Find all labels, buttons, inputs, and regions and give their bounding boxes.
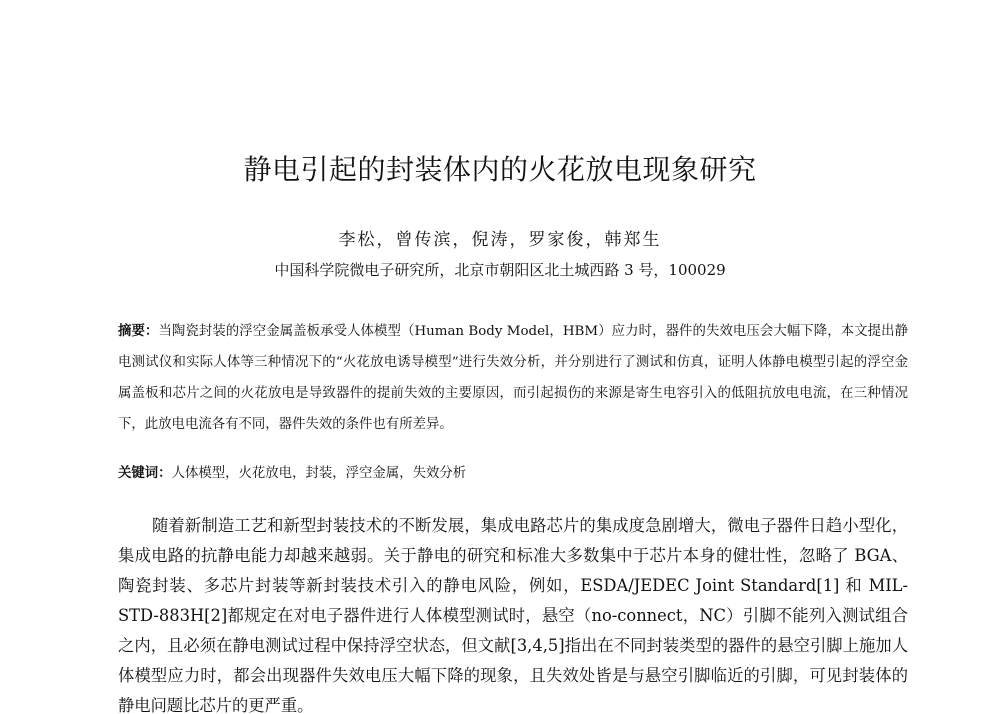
affiliation: 中国科学院微电子研究所，北京市朝阳区北土城西路 3 号，100029	[274, 261, 726, 279]
author-list: 李松，曾传滨，倪涛，罗家俊，韩郑生	[338, 230, 662, 250]
keywords-text: 人体模型，火花放电，封装，浮空金属，失效分析	[171, 466, 467, 481]
abstract-section	[118, 316, 908, 440]
keywords-label: 关键词：	[118, 466, 172, 481]
keywords-section	[118, 460, 908, 488]
abstract-text: 当陶瓷封装的浮空金属盖板承受人体模型（Human Body Model，HBM）应力时，器件的失效电压会大幅下降，本文提出静电测试仪和实际人体等三种情况下的“火花放电诱导模型”进行失效分析，并分别进行了测试和仿真，证明人体静电模型引起的浮空金属盖板和芯片之间的火花放电是导致器件的提前失效的主要原因，而引起损伤的来源是寄生电容引入的低阻抗放电电流，在三种情况下，此放电电流各有不同，器件失效的条件也有所差异。	[118, 324, 909, 432]
abstract-label: 摘要：	[118, 324, 159, 339]
paper-title: 静电引起的封装体内的火花放电现象研究	[243, 153, 757, 186]
body-paragraph: 随着新制造工艺和新型封装技术的不断发展，集成电路芯片的集成度急剧增大，微电子器件日趋小型化，集成电路的抗静电能力却越来越弱。关于静电的研究和标准大多数集中于芯片本身的健壮性，忽略了 BGA、陶瓷封装、多芯片封装等新封装技术引入的静电风险，例如，ESDA/JEDEC Joint Standard[1] 和 MIL-STD-883H[2]都规定在对电子器件进行人体模型测试时，悬空（no-connect，NC）引脚不能列入测试组合之内，且必须在静电测试过程中保持浮空状态，但文献[3,4,5]指出在不同封装类型的器件的悬空引脚上施加人体模型应力时，都会出现器件失效电压大幅下降的现象，且失效处皆是与悬空引脚临近的引脚，可见封装体的静电问题比芯片的更严重。	[118, 516, 908, 714]
